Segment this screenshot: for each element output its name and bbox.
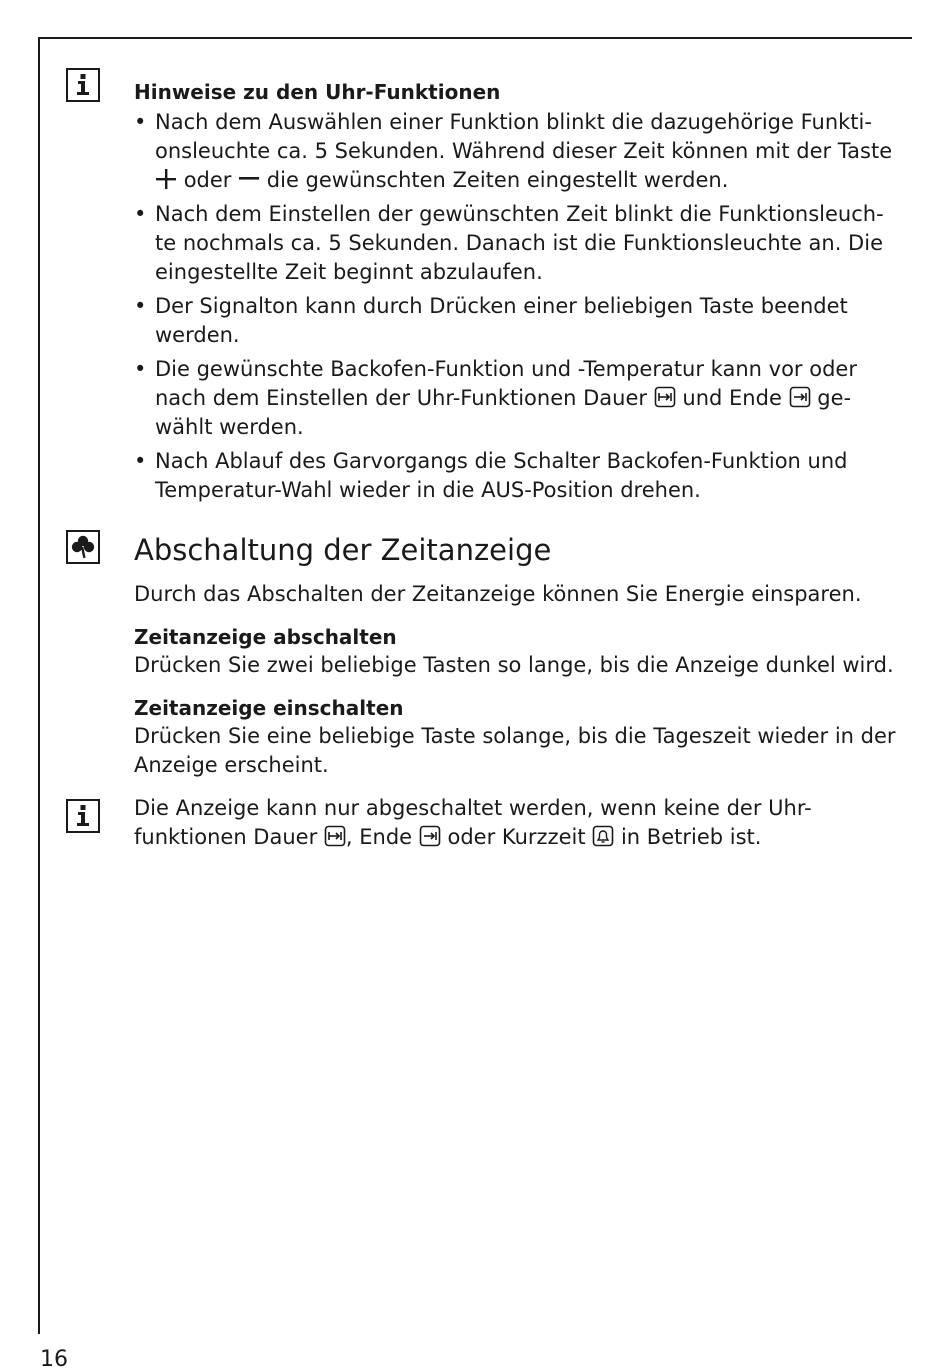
list-item: • Nach dem Einstellen der gewünschten Zeit blinkt die Funktionsleuch- te nochmals ca. 5 Sekunden. Danach ist die Funktionsleuchte an. Die eingestellte Zeit beginnt abzulaufen.: [134, 202, 884, 284]
clock-functions-notes: [134, 78, 904, 510]
note-text: Die Anzeige kann nur abgeschaltet werden, wenn keine der Uhr- funktionen Dauer , Ende oder Kurzzeit in Betrieb ist.: [134, 796, 812, 849]
bullet-icon: •: [134, 449, 147, 473]
page-frame-top-rule: [38, 37, 912, 39]
display-off-section: [134, 533, 904, 780]
list-item: • Nach dem Auswählen einer Funktion blinkt die dazugehörige Funkti- onsleuchte ca. 5 Sekunden. Während dieser Zeit können mit der Taste oder die gewünschten Zeiten eingestellt werden.: [134, 110, 893, 192]
plus-icon: [155, 168, 177, 190]
display-off-heading: Zeitanzeige abschalten: [134, 625, 397, 649]
end-time-icon: [789, 386, 811, 408]
notes-list: [134, 108, 904, 505]
notes-heading: Hinweise zu den Uhr-Funktionen: [134, 80, 501, 104]
display-off-note: [134, 794, 904, 852]
bullet-icon: •: [134, 202, 147, 226]
section-intro: Durch das Abschalten der Zeitanzeige können Sie Energie einsparen.: [134, 582, 862, 606]
list-item: • Die gewünschte Backofen-Funktion und -Temperatur kann vor oder nach dem Einstellen der Uhr-Funktionen Dauer und Ende ge- wählt werden.: [134, 357, 857, 439]
page-frame-left-rule: [38, 37, 40, 1334]
page-number: 16: [40, 1347, 68, 1372]
list-item: • Der Signalton kann durch Drücken einer beliebigen Taste beendet werden.: [134, 294, 848, 347]
info-icon: [66, 799, 100, 833]
section-heading: Abschaltung der Zeitanzeige: [134, 533, 552, 567]
minus-icon: [238, 168, 260, 190]
info-icon: [66, 68, 100, 102]
bullet-icon: •: [134, 357, 147, 381]
display-on-heading: Zeitanzeige einschalten: [134, 696, 404, 720]
bullet-icon: •: [134, 110, 147, 134]
clover-icon: [66, 530, 100, 564]
bell-icon: [592, 825, 614, 847]
duration-icon: [654, 386, 676, 408]
end-time-icon: [419, 825, 441, 847]
display-off-text: Drücken Sie zwei beliebige Tasten so lange, bis die Anzeige dunkel wird.: [134, 653, 894, 677]
duration-icon: [324, 825, 346, 847]
display-on-text: Drücken Sie eine beliebige Taste solange, bis die Tageszeit wieder in der Anzeige erscheint.: [134, 724, 896, 777]
bullet-icon: •: [134, 294, 147, 318]
list-item: • Nach Ablauf des Garvorgangs die Schalter Backofen-Funktion und Temperatur-Wahl wieder in die AUS-Position drehen.: [134, 449, 848, 502]
